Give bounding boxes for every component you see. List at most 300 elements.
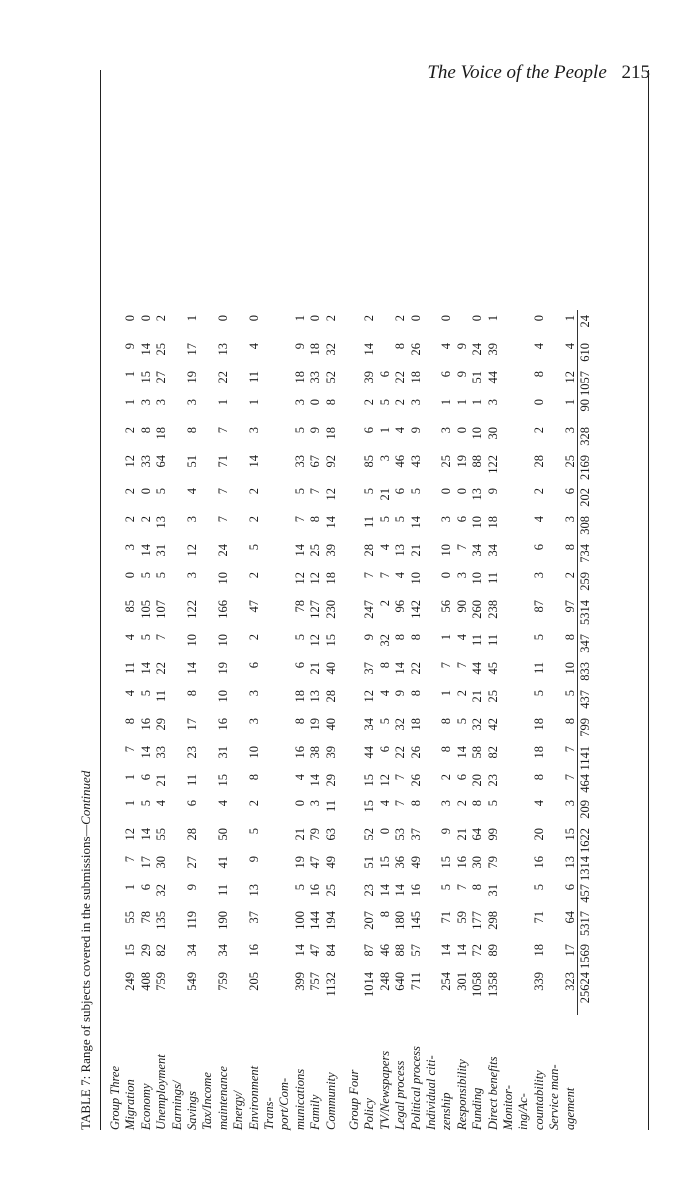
table-cell: 11 — [485, 572, 500, 585]
table-cell: 0 — [123, 315, 138, 322]
table-cell: 55 — [123, 911, 138, 924]
table-row — [393, 70, 408, 1130]
group-heading-row — [347, 70, 362, 1130]
table-cell: 5 — [154, 488, 169, 495]
table-cell: 0 — [439, 315, 454, 322]
table-cell: 16 — [308, 884, 323, 897]
table-cell: 122 — [485, 455, 500, 474]
table-cell: 3 — [308, 800, 323, 807]
table-cell: 12 — [123, 828, 138, 841]
table-cell: 8 — [292, 718, 307, 725]
table-cell: 4 — [123, 634, 138, 641]
table-cell: 7 — [362, 572, 377, 579]
table-cell: 2 — [246, 488, 261, 495]
table-cell: 13 — [393, 544, 408, 557]
table-cell: 28 — [531, 455, 546, 468]
table-cell: 142 — [408, 600, 423, 619]
table-cell: 3 — [562, 800, 577, 807]
table-row — [185, 70, 200, 1130]
table-cell: 21 — [454, 828, 469, 841]
table-cell: 78 — [138, 911, 153, 924]
table-cell: 8 — [470, 800, 485, 807]
table-cell: 230 — [323, 600, 338, 619]
table-cell: 14 — [138, 343, 153, 356]
table-row — [470, 70, 485, 1130]
table-cell: 7 — [454, 662, 469, 669]
table-cell: 30 — [485, 427, 500, 440]
table-cell: 14 — [393, 884, 408, 897]
table-cell: 19 — [215, 662, 230, 675]
table-cell: 92 — [323, 455, 338, 468]
table-cell: 457 — [578, 884, 592, 903]
table-cell: 96 — [393, 600, 408, 613]
table-cell: 23 — [362, 884, 377, 897]
table-cell: 56 — [439, 600, 454, 613]
table-cell: 9 — [362, 634, 377, 641]
table-cell: 12 — [377, 774, 392, 787]
table-cell: 72 — [470, 944, 485, 957]
table-cell: 9 — [454, 371, 469, 378]
table-cell: 8 — [393, 634, 408, 641]
table-row — [455, 70, 470, 1130]
table-cell: 34 — [185, 944, 199, 957]
table-cell: 22 — [408, 662, 423, 675]
table-cell: 28 — [185, 828, 199, 841]
table-cell: 145 — [408, 911, 423, 930]
table-cell: 8 — [439, 746, 454, 753]
table-cell: 82 — [154, 944, 169, 957]
table-cell: 1 — [215, 399, 230, 406]
table-cell: 33 — [138, 455, 153, 468]
table-row — [123, 70, 138, 1130]
table-cell: 205 — [246, 972, 261, 991]
table-cell: 12 — [308, 634, 323, 647]
table-cell: 4 — [377, 800, 392, 807]
table-cell: 8 — [393, 343, 408, 350]
table-cell: 0 — [439, 572, 454, 579]
table-cell: 15 — [215, 774, 230, 787]
table-cell: 2 — [246, 634, 261, 641]
table-cell: 3 — [408, 399, 423, 406]
table-cell: 7 — [562, 774, 577, 781]
row-label: Earnings/ — [169, 1080, 184, 1130]
table-cell: 437 — [578, 690, 592, 709]
table-top-rule — [100, 70, 101, 1130]
table-cell: 3 — [377, 455, 392, 462]
table-cell: 12 — [292, 572, 307, 585]
table-cell: 4 — [562, 343, 577, 350]
table-cell: 26 — [408, 774, 423, 787]
table-cell: 10 — [215, 572, 230, 585]
table-cell: 8 — [123, 718, 138, 725]
row-label: Direct benefits — [485, 1056, 500, 1130]
table-row — [486, 70, 501, 1130]
table-cell: 249 — [123, 972, 138, 991]
row-label: Migration — [123, 1079, 138, 1130]
table-cell: 7 — [377, 572, 392, 579]
table-cell: 833 — [578, 662, 592, 681]
table-cell: 16 — [246, 944, 261, 957]
table-cell: 13 — [246, 884, 261, 897]
table-cell: 4 — [393, 427, 408, 434]
table-cell: 5 — [408, 488, 423, 495]
table-cell: 5317 — [578, 911, 592, 936]
table-cell: 64 — [562, 911, 577, 924]
table-cell: 32 — [323, 343, 338, 356]
table-cell: 757 — [308, 972, 323, 991]
table-cell: 6 — [138, 774, 153, 781]
table-cell: 1 — [123, 884, 138, 891]
table-cell: 247 — [362, 600, 377, 619]
row-label: zenship — [439, 1092, 454, 1130]
table-cell: 464 — [578, 774, 592, 793]
table-cell: 7 — [215, 427, 230, 434]
table-cell: 18 — [485, 516, 500, 529]
table-cell: 2 — [562, 572, 577, 579]
table-cell: 6 — [138, 884, 153, 891]
table-cell: 16 — [408, 884, 423, 897]
table-cell: 49 — [323, 856, 338, 869]
table-cell: 3 — [439, 516, 454, 523]
table-cell: 5 — [439, 884, 454, 891]
table-cell: 18 — [323, 572, 338, 585]
table-cell: 10 — [470, 427, 485, 440]
table-cell: 8 — [408, 690, 423, 697]
table-cell: 34 — [362, 718, 377, 731]
table-cell: 323 — [562, 972, 577, 991]
table-cell: 13 — [470, 488, 485, 501]
table-cell: 67 — [308, 455, 323, 468]
table-cell: 14 — [308, 774, 323, 787]
table-cell: 6 — [562, 884, 577, 891]
table-cell: 1014 — [362, 972, 377, 997]
table-cell: 21 — [377, 488, 392, 501]
table-cell: 2 — [393, 399, 408, 406]
table-cell: 1 — [123, 371, 138, 378]
row-label: Community — [323, 1072, 338, 1130]
table-cell: 7 — [123, 856, 138, 863]
table-cell: 248 — [377, 972, 392, 991]
row-label: countability — [531, 1070, 546, 1130]
table-caption — [75, 771, 97, 1130]
table-cell: 52 — [323, 371, 338, 384]
table-cell: 63 — [323, 828, 338, 841]
row-label: Savings — [185, 1091, 199, 1130]
group-heading: Group Three — [108, 1065, 122, 1130]
table-cell: 3 — [485, 399, 500, 406]
table-cell: 1141 — [578, 746, 592, 771]
table-cell: 2 — [362, 315, 377, 322]
row-label: Legal process — [393, 1060, 408, 1130]
table-cell: 57 — [408, 944, 423, 957]
table-cell: 14 — [138, 746, 153, 759]
table-cell: 33 — [308, 371, 323, 384]
table-cell: 18 — [323, 427, 338, 440]
table-cell: 4 — [531, 800, 546, 807]
table-cell: 1314 — [578, 856, 592, 881]
table-cell: 8 — [562, 634, 577, 641]
table-cell: 21 — [408, 544, 423, 557]
table-cell: 10 — [562, 662, 577, 675]
row-label: port/Com- — [277, 1077, 292, 1130]
table-cell: 3 — [138, 399, 153, 406]
table-row — [547, 70, 562, 1130]
table-cell: 87 — [531, 600, 546, 613]
table-cell: 1 — [123, 774, 138, 781]
table-cell: 12 — [562, 371, 577, 384]
table-cell: 1 — [470, 399, 485, 406]
table-cell: 21 — [308, 662, 323, 675]
table-cell: 31 — [154, 544, 169, 557]
table-cell: 7 — [215, 516, 230, 523]
table-cell: 49 — [408, 856, 423, 869]
table-cell: 4 — [377, 690, 392, 697]
table-row — [532, 70, 547, 1130]
table-cell: 18 — [531, 718, 546, 731]
table-cell: 0 — [215, 315, 230, 322]
table-cell: 1 — [246, 399, 261, 406]
table-cell: 25 — [439, 455, 454, 468]
table-cell: 4 — [123, 690, 138, 697]
table-cell: 38 — [308, 746, 323, 759]
table-cell: 18 — [531, 944, 546, 957]
table-cell: 3 — [185, 572, 199, 579]
table-cell: 39 — [485, 343, 500, 356]
table-cell: 51 — [362, 856, 377, 869]
table-cell: 408 — [138, 972, 153, 991]
table-cell: 53 — [393, 828, 408, 841]
table-cell: 18 — [154, 427, 169, 440]
table-cell: 18 — [308, 343, 323, 356]
table-cell: 11 — [246, 371, 261, 384]
table-row — [501, 70, 516, 1130]
table-cell: 177 — [470, 911, 485, 930]
table-cell: 107 — [154, 600, 169, 619]
table-cell: 301 — [454, 972, 469, 991]
page-number: 215 — [621, 62, 650, 83]
table-cell: 16 — [215, 718, 230, 731]
table-cell: 11 — [123, 662, 138, 675]
table-cell: 30 — [470, 856, 485, 869]
table-cell: 64 — [470, 828, 485, 841]
table-row — [409, 70, 424, 1130]
table-cell: 8 — [531, 774, 546, 781]
table-cell: 9 — [485, 488, 500, 495]
table-cell: 37 — [408, 828, 423, 841]
table-cell: 14 — [408, 516, 423, 529]
table-row — [139, 70, 154, 1130]
table-cell: 43 — [408, 455, 423, 468]
table-cell: 144 — [308, 911, 323, 930]
row-label: Unemployment — [154, 1054, 169, 1130]
table-cell: 34 — [470, 544, 485, 557]
table-cell: 5 — [485, 800, 500, 807]
table-cell: 8 — [185, 427, 199, 434]
table-cell: 6 — [246, 662, 261, 669]
table-cell: 90 — [578, 399, 592, 412]
table-cell: 122 — [185, 600, 199, 619]
table-cell: 33 — [292, 455, 307, 468]
row-label: Family — [308, 1094, 323, 1130]
table-cell: 15 — [323, 634, 338, 647]
table-cell: 6 — [454, 774, 469, 781]
table-cell: 1057 — [578, 371, 592, 396]
table-cell: 2 — [123, 516, 138, 523]
table-cell: 238 — [485, 600, 500, 619]
table-cell: 8 — [562, 718, 577, 725]
row-label: Policy — [362, 1098, 377, 1130]
table-cell: 5 — [562, 690, 577, 697]
table-cell: 2 — [123, 427, 138, 434]
table-cell: 3 — [246, 427, 261, 434]
table-cell: 17 — [562, 944, 577, 957]
table-cell: 2 — [246, 800, 261, 807]
table-cell: 32 — [393, 718, 408, 731]
table-cell: 14 — [454, 746, 469, 759]
table-cell: 4 — [531, 516, 546, 523]
table-row — [262, 70, 277, 1130]
table-cell: 15 — [562, 828, 577, 841]
table-cell: 3 — [439, 800, 454, 807]
row-label: Trans- — [262, 1097, 276, 1130]
table-cell: 1132 — [323, 972, 338, 997]
table-cell: 2 — [362, 399, 377, 406]
table-cell: 11 — [485, 634, 500, 647]
table-caption-text: TABLE 7: Range of subjects covered in the submissions — [78, 836, 93, 1130]
table-cell: 22 — [154, 662, 169, 675]
table-cell: 39 — [323, 544, 338, 557]
table-cell: 29 — [154, 718, 169, 731]
table-cell: 8 — [562, 544, 577, 551]
table-cell: 17 — [185, 718, 199, 731]
table-cell: 1622 — [578, 828, 592, 853]
table-cell: 17 — [185, 343, 199, 356]
table-cell: 4 — [185, 488, 199, 495]
table-cell: 46 — [377, 944, 392, 957]
table-cell: 8 — [408, 800, 423, 807]
table-cell: 5 — [138, 634, 153, 641]
table-cell: 8 — [470, 884, 485, 891]
table-cell: 11 — [531, 662, 546, 675]
table-cell: 1 — [439, 634, 454, 641]
table-cell: 23 — [185, 746, 199, 759]
table-cell: 13 — [308, 690, 323, 703]
table-cell: 2 — [531, 427, 546, 434]
table-cell: 7 — [562, 746, 577, 753]
table-cell: 5 — [454, 718, 469, 725]
table-cell: 4 — [246, 343, 261, 350]
table-cell: 799 — [578, 718, 592, 737]
table-cell: 0 — [308, 315, 323, 322]
table-cell: 180 — [393, 911, 408, 930]
table-cell: 10 — [246, 746, 261, 759]
table-cell: 8 — [308, 516, 323, 523]
table-cell: 0 — [531, 399, 546, 406]
table-cell: 3 — [292, 399, 307, 406]
row-label: Economy — [138, 1083, 153, 1130]
row-label: Tax/Income — [200, 1072, 215, 1130]
table-cell: 5 — [154, 572, 169, 579]
table-cell: 1 — [485, 315, 500, 322]
table-cell: 0 — [454, 427, 469, 434]
table-cell: 5 — [377, 399, 392, 406]
table-cell: 2 — [531, 488, 546, 495]
table-cell: 166 — [215, 600, 230, 619]
table-cell: 1 — [439, 399, 454, 406]
table-cell: 759 — [215, 972, 230, 991]
table-cell: 8 — [439, 718, 454, 725]
table-cell: 1 — [454, 399, 469, 406]
table-cell: 308 — [578, 516, 592, 535]
table-cell: 12 — [323, 488, 338, 501]
table-cell: 4 — [292, 774, 307, 781]
table-cell: 3 — [246, 690, 261, 697]
rotated-table-page — [75, 30, 655, 1130]
table-cell: 59 — [454, 911, 469, 924]
table-cell: 298 — [485, 911, 500, 930]
table-cell: 12 — [123, 455, 138, 468]
table-cell: 55 — [154, 828, 169, 841]
table-cell: 24 — [215, 544, 230, 557]
table-cell: 9 — [185, 884, 199, 891]
table-cell: 339 — [531, 972, 546, 991]
table-cell: 79 — [308, 828, 323, 841]
group-heading-row — [108, 70, 123, 1130]
table-cell: 3 — [154, 399, 169, 406]
table-cell: 1 — [562, 399, 577, 406]
table-cell: 1 — [123, 399, 138, 406]
table-cell: 6 — [454, 516, 469, 523]
table-cell: 51 — [470, 371, 485, 384]
table-cell: 7 — [454, 544, 469, 551]
table-cell: 19 — [454, 455, 469, 468]
table-cell: 19 — [292, 856, 307, 869]
table-cell: 640 — [393, 972, 408, 991]
row-label: TV/Newspapers — [377, 1050, 392, 1130]
row-label: Funding — [470, 1087, 485, 1130]
table-cell: 33 — [154, 746, 169, 759]
table-cell: 22 — [393, 746, 408, 759]
table-cell: 5 — [138, 690, 153, 697]
table-cell: 85 — [123, 600, 138, 613]
table-cell: 328 — [578, 427, 592, 446]
table-cell: 47 — [246, 600, 261, 613]
table-cell: 47 — [308, 856, 323, 869]
table-cell: 25 — [562, 455, 577, 468]
table-cell: 34 — [215, 944, 230, 957]
table-cell: 3 — [246, 718, 261, 725]
table-cell: 5314 — [578, 600, 592, 625]
table-cell: 6 — [393, 488, 408, 495]
table-row — [424, 70, 439, 1130]
table-cell: 18 — [292, 371, 307, 384]
row-label: agement — [562, 1087, 577, 1130]
table-cell: 5 — [393, 516, 408, 523]
table-row — [378, 70, 393, 1130]
table-bottom-rule — [648, 70, 649, 1130]
table-cell: 2 — [439, 774, 454, 781]
table-cell: 14 — [377, 884, 392, 897]
row-label: Monitor- — [501, 1085, 515, 1130]
table-cell: 37 — [246, 911, 261, 924]
table-row — [200, 70, 215, 1130]
table-cell: 9 — [292, 343, 307, 350]
table-cell: 260 — [470, 600, 485, 619]
table-cell: 16 — [454, 856, 469, 869]
table-cell: 36 — [393, 856, 408, 869]
table-cell: 24 — [470, 343, 485, 356]
table-cell: 0 — [408, 315, 423, 322]
